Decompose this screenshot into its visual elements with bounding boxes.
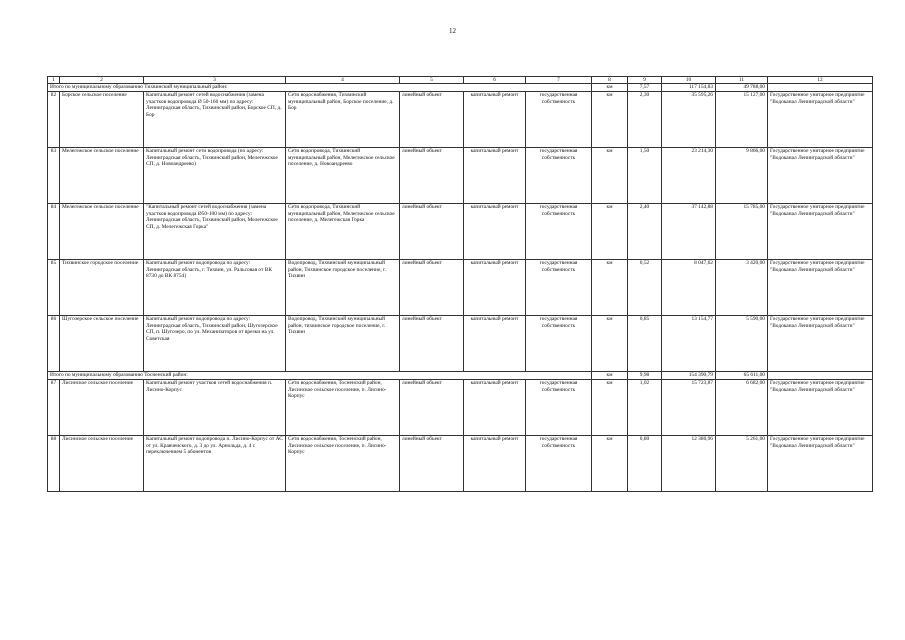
object-cell: Сети водоснабжения, Тихвинский муниципальный район, Борское поселение, д. Бор — [286, 92, 400, 148]
row-number: 82 — [48, 92, 60, 148]
work-kind-cell: капитальный ремонт — [464, 436, 526, 492]
work-name-cell: Капитальный ремонт водопровода по адресу: Ленинградская область, Тихвинский район, Шугозерское СП, п. Шугозеро, по ул. Механизаторов от врезки на ул. Советская — [144, 316, 286, 372]
table-row — [48, 148, 873, 204]
settlement-cell: Лисинское сельское поселение — [60, 436, 144, 492]
column-number-row — [48, 77, 873, 84]
unit-cell: км — [592, 204, 628, 260]
object-type-cell: линейный объект — [400, 316, 464, 372]
total-funding: 65 611,00 — [716, 372, 768, 380]
column-number: 11 — [716, 77, 768, 84]
cost-cell: 13 154,77 — [662, 316, 716, 372]
customer-cell: Государственное унитарное предприятие "Водоканал Ленинградской области" — [768, 92, 873, 148]
object-cell: Водопровод, Тихвинский муниципальный район, Тихвинское городское поселение, г. Тихвин — [286, 260, 400, 316]
ownership-cell: государственная собственность — [526, 316, 592, 372]
total-unit: км — [592, 372, 628, 380]
cost-cell: 37 142,88 — [662, 204, 716, 260]
cost-cell: 35 595,26 — [662, 92, 716, 148]
settlement-cell: Борское сельское поселение — [60, 92, 144, 148]
length-cell: 2,30 — [628, 92, 662, 148]
unit-cell: км — [592, 380, 628, 436]
work-name-cell: Капитальный ремонт сетей водоснабжения (замена участков водопровода Ø 50-160 мм) по адресу: Ленинградская область, Тихвинский район, Борское СП, д. Бор — [144, 92, 286, 148]
object-type-cell: линейный объект — [400, 380, 464, 436]
object-type-cell: линейный объект — [400, 436, 464, 492]
object-type-cell: линейный объект — [400, 148, 464, 204]
ownership-cell: государственная собственность — [526, 436, 592, 492]
unit-cell: км — [592, 316, 628, 372]
total-row — [48, 372, 873, 380]
ownership-cell: государственная собственность — [526, 92, 592, 148]
column-number: 3 — [144, 77, 286, 84]
work-name-cell: "Капитальный ремонт сетей водоснабжения (замена участков водопровода Ø50-100 мм) по адресу: Ленинградская область, Тихвинский район, Мелегежское СП, д. Мелегежская Горка" — [144, 204, 286, 260]
column-number: 7 — [526, 77, 592, 84]
column-number: 1 — [48, 77, 60, 84]
ownership-cell: государственная собственность — [526, 380, 592, 436]
length-cell: 1,50 — [628, 148, 662, 204]
settlement-cell: Тихвинское городское поселение — [60, 260, 144, 316]
ownership-cell: государственная собственность — [526, 260, 592, 316]
row-number: 86 — [48, 316, 60, 372]
total-funding: 49 788,00 — [716, 84, 768, 92]
unit-cell: км — [592, 92, 628, 148]
funding-cell: 6 682,00 — [716, 380, 768, 436]
column-number: 4 — [286, 77, 400, 84]
table-row — [48, 436, 873, 492]
settlement-cell: Мелегежское сельское поселение — [60, 148, 144, 204]
settlement-cell: Мелегежское сельское поселение — [60, 204, 144, 260]
column-number: 2 — [60, 77, 144, 84]
funding-cell: 5 590,00 — [716, 316, 768, 372]
work-name-cell: Капитальный ремонт сети водопровода (по адресу: Ленинградская область, Тихвинский район, Мелегежское СП, д. Новоандреево) — [144, 148, 286, 204]
customer-cell: Государственное унитарное предприятие "Водоканал Ленинградской области" — [768, 436, 873, 492]
length-cell: 2,40 — [628, 204, 662, 260]
total-cost: 154 390,79 — [662, 372, 716, 380]
object-type-cell: линейный объект — [400, 260, 464, 316]
row-number: 83 — [48, 148, 60, 204]
object-cell: Сети водоснабжения, Тосненский район, Лисинское сельское поселение, п. Лисино-Корпус — [286, 380, 400, 436]
work-name-cell: Капитальный ремонт участков сетей водоснабжения п. Лисино-Корпус — [144, 380, 286, 436]
total-empty — [768, 372, 873, 380]
total-unit: км — [592, 84, 628, 92]
total-length: 9,98 — [628, 372, 662, 380]
funding-cell: 15 785,00 — [716, 204, 768, 260]
customer-cell: Государственное унитарное предприятие "Водоканал Ленинградской области" — [768, 316, 873, 372]
settlement-cell: Шугозерское сельское поселение — [60, 316, 144, 372]
unit-cell: км — [592, 436, 628, 492]
object-cell: Сети водопровода, Тихвинский муниципальный район, Мелегежское сельское поселение, д. Новоандреево — [286, 148, 400, 204]
funding-cell: 5 261,00 — [716, 436, 768, 492]
work-kind-cell: капитальный ремонт — [464, 260, 526, 316]
table-row — [48, 316, 873, 372]
total-length: 7,57 — [628, 84, 662, 92]
column-number: 10 — [662, 77, 716, 84]
page-number: 12 — [449, 27, 456, 35]
object-cell: Сети водоснабжения, Тосненский район, Лисинское сельское поселение, п. Лисино-Корпус — [286, 436, 400, 492]
length-cell: 0,80 — [628, 436, 662, 492]
table-row — [48, 260, 873, 316]
total-label: Итого по муниципальному образованию Тихвинский муниципальный район: — [48, 84, 592, 92]
work-kind-cell: капитальный ремонт — [464, 148, 526, 204]
column-number: 12 — [768, 77, 873, 84]
unit-cell: км — [592, 148, 628, 204]
total-row — [48, 84, 873, 92]
column-number: 5 — [400, 77, 464, 84]
work-kind-cell: капитальный ремонт — [464, 204, 526, 260]
object-type-cell: линейный объект — [400, 92, 464, 148]
length-cell: 0,52 — [628, 260, 662, 316]
customer-cell: Государственное унитарное предприятие "Водоканал Ленинградской области" — [768, 204, 873, 260]
row-number: 87 — [48, 380, 60, 436]
column-number: 8 — [592, 77, 628, 84]
row-number: 85 — [48, 260, 60, 316]
length-cell: 1,02 — [628, 380, 662, 436]
cost-cell: 15 723,87 — [662, 380, 716, 436]
table-row — [48, 380, 873, 436]
column-number: 6 — [464, 77, 526, 84]
ownership-cell: государственная собственность — [526, 204, 592, 260]
table-body — [48, 77, 873, 492]
work-kind-cell: капитальный ремонт — [464, 316, 526, 372]
total-label: Итого по муниципальному образованию Тосненский район: — [48, 372, 592, 380]
cost-cell: 12 380,96 — [662, 436, 716, 492]
object-type-cell: линейный объект — [400, 204, 464, 260]
funding-cell: 3 420,00 — [716, 260, 768, 316]
funding-cell: 15 127,00 — [716, 92, 768, 148]
unit-cell: км — [592, 260, 628, 316]
total-cost: 117 154,83 — [662, 84, 716, 92]
work-kind-cell: капитальный ремонт — [464, 380, 526, 436]
work-name-cell: Капитальный ремонт водопровода п. Лисино-Корпус от АС от ул. Кравченского, д. 3 до ул. Арнольда, д. 4 с переключением 5 абонентов — [144, 436, 286, 492]
work-name-cell: Капитальный ремонт водопровода по адресу: Ленинградская область, г. Тихвин, ул. Ральсовая от ВК 8730 до ВК 8754) — [144, 260, 286, 316]
row-number: 84 — [48, 204, 60, 260]
total-empty — [768, 84, 873, 92]
row-number: 88 — [48, 436, 60, 492]
cost-cell: 23 214,30 — [662, 148, 716, 204]
column-number: 9 — [628, 77, 662, 84]
cost-cell: 8 047,62 — [662, 260, 716, 316]
customer-cell: Государственное унитарное предприятие "Водоканал Ленинградской области" — [768, 380, 873, 436]
customer-cell: Государственное унитарное предприятие "Водоканал Ленинградской области" — [768, 148, 873, 204]
funding-cell: 9 866,00 — [716, 148, 768, 204]
work-kind-cell: капитальный ремонт — [464, 92, 526, 148]
table-row — [48, 92, 873, 148]
object-cell: Водопровод, Тихвинский муниципальный район, тихвинское городское поселение, г. Тихвин — [286, 316, 400, 372]
length-cell: 0,85 — [628, 316, 662, 372]
ownership-cell: государственная собственность — [526, 148, 592, 204]
customer-cell: Государственное унитарное предприятие "Водоканал Ленинградской области" — [768, 260, 873, 316]
table-row — [48, 204, 873, 260]
works-table — [47, 76, 873, 492]
settlement-cell: Лисинское сельское поселение — [60, 380, 144, 436]
object-cell: Сети водопровода, Тихвинский муниципальный район, Мелегежское сельское поселение, д. Мелегежская Горка — [286, 204, 400, 260]
